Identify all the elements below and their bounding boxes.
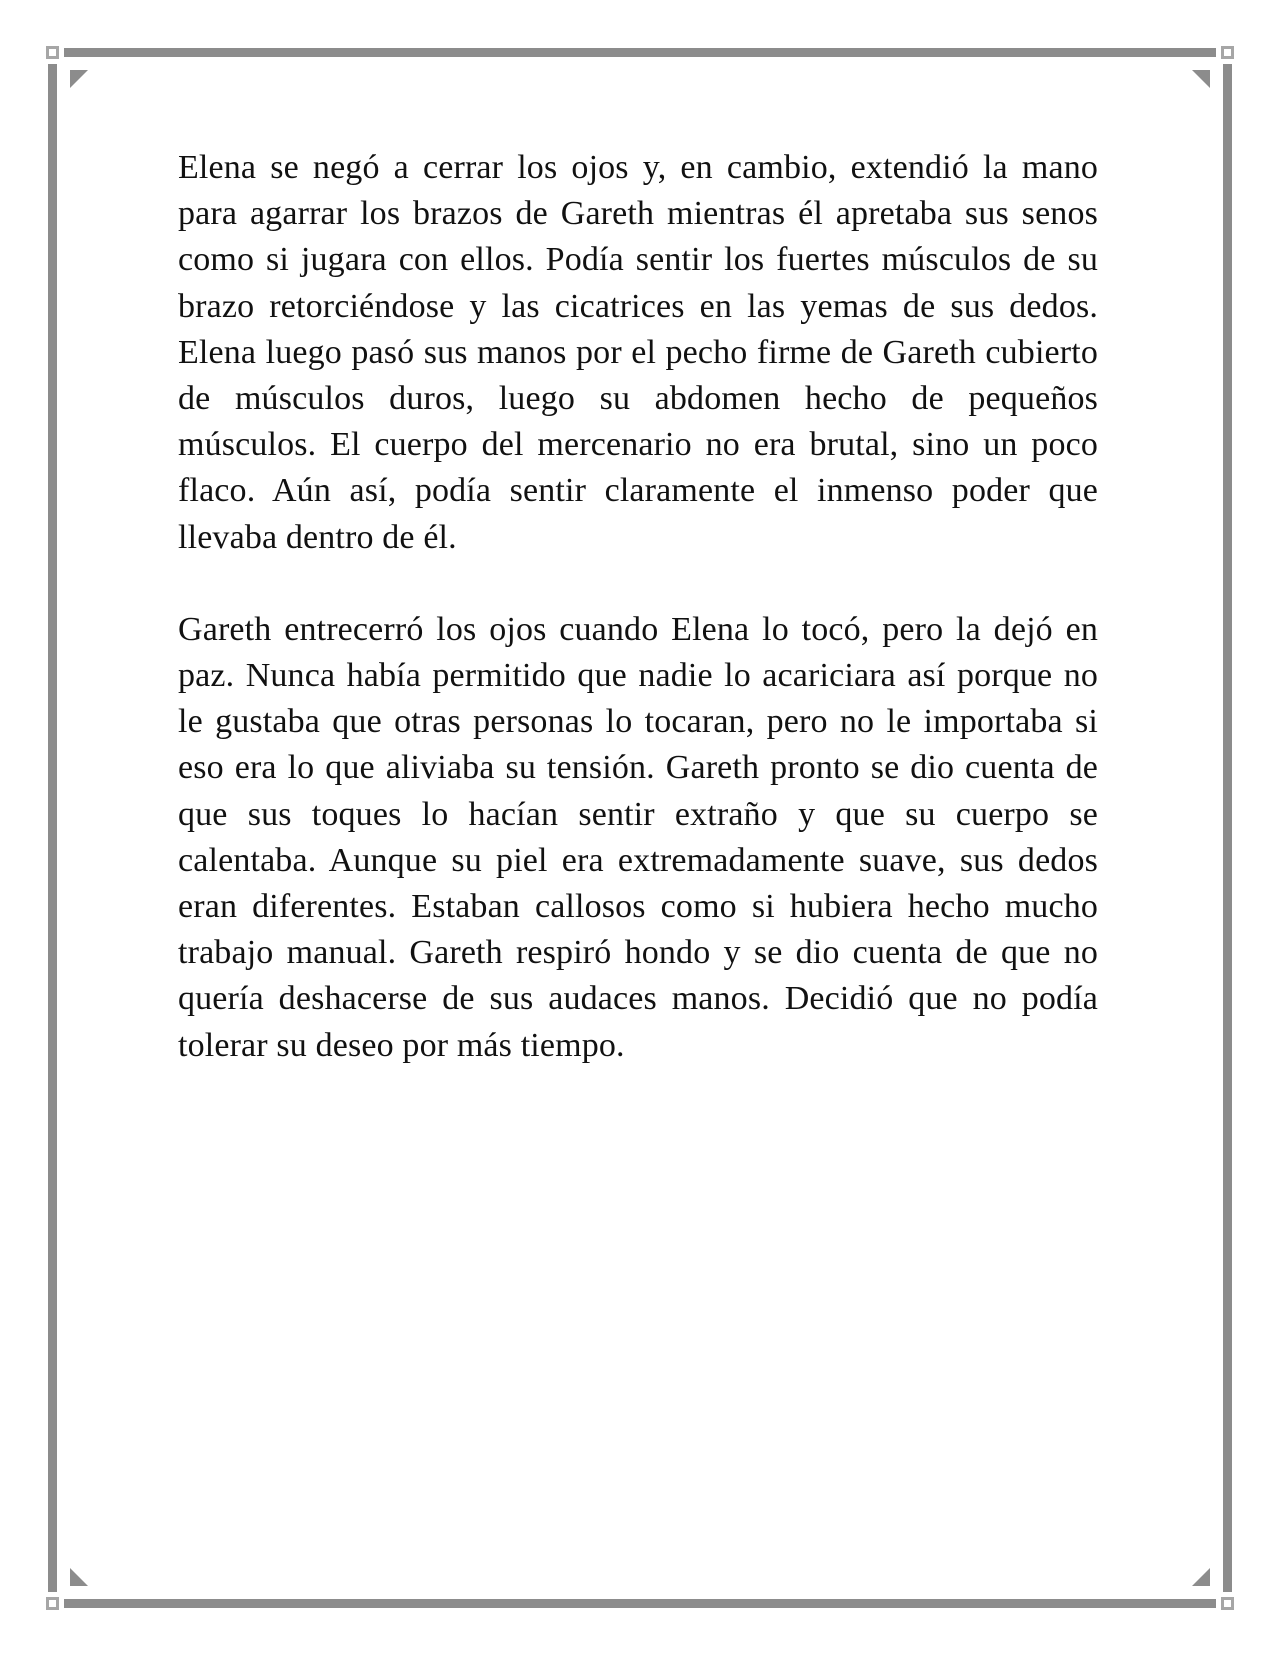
frame-border-bottom <box>64 1599 1216 1608</box>
frame-corner-triangle-top-left <box>70 70 88 88</box>
frame-border-top <box>64 48 1216 57</box>
frame-corner-triangle-bottom-right <box>1192 1568 1210 1586</box>
frame-border-right <box>1223 64 1232 1592</box>
frame-corner-ornament-bottom-right <box>1221 1597 1234 1610</box>
frame-corner-triangle-top-right <box>1192 70 1210 88</box>
frame-corner-triangle-bottom-left <box>70 1568 88 1586</box>
page-body-text <box>178 145 1098 1115</box>
frame-corner-ornament-top-left <box>46 46 59 59</box>
frame-border-left <box>48 64 57 1592</box>
paragraph-2: Gareth entrecerró los ojos cuando Elena lo tocó, pero la dejó en paz. Nunca había permitido que nadie lo acariciara así porque no le gustaba que otras personas lo tocaran, pero no le importaba si eso era lo que aliviaba su tensión. Gareth pronto se dio cuenta de que sus toques lo hacían sentir extraño y que su cuerpo se calentaba. Aunque su piel era extremadamente suave, sus dedos eran diferentes. Estaban callosos como si hubiera hecho mucho trabajo manual. Gareth respiró hondo y se dio cuenta de que no quería deshacerse de sus audaces manos. Decidió que no podía tolerar su deseo por más tiempo. <box>178 610 1098 1064</box>
frame-corner-ornament-bottom-left <box>46 1597 59 1610</box>
frame-corner-ornament-top-right <box>1221 46 1234 59</box>
paragraph-1: Elena se negó a cerrar los ojos y, en cambio, extendió la mano para agarrar los brazos de Gareth mientras él apretaba sus senos como si jugara con ellos. Podía sentir los fuertes músculos de su brazo retorciéndose y las cicatrices en las yemas de sus dedos. Elena luego pasó sus manos por el pecho firme de Gareth cubierto de músculos duros, luego su abdomen hecho de pequeños músculos. El cuerpo del mercenario no era brutal, sino un poco flaco. Aún así, podía sentir claramente el inmenso poder que llevaba dentro de él. <box>178 149 1098 556</box>
